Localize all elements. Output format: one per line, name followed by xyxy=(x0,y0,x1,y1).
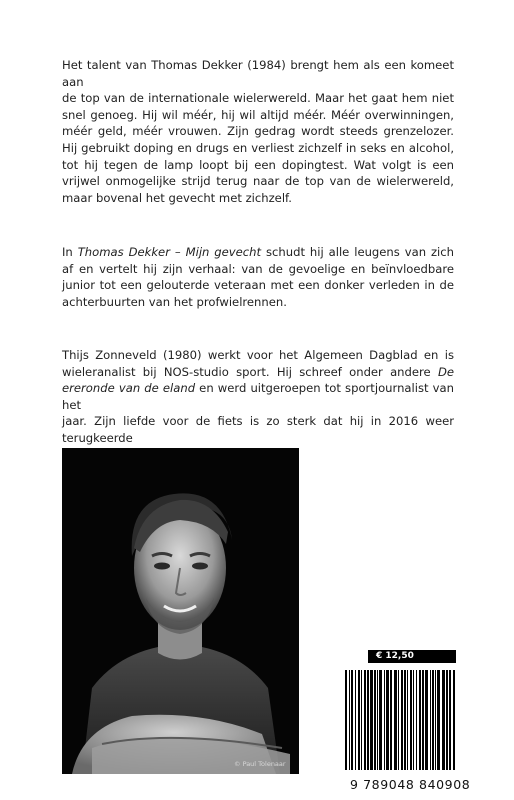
barcode-bar xyxy=(410,670,412,770)
barcode-bar xyxy=(449,670,451,770)
blurb-text: In xyxy=(62,245,78,259)
author-portrait-illustration xyxy=(62,448,299,774)
barcode-bar xyxy=(432,670,434,770)
author-bio xyxy=(62,347,454,463)
blurb-line: de top van de internationale wielerwereld. Maar het gaat hem niet xyxy=(62,91,454,106)
photo-credit: © Paul Tolenaar xyxy=(234,760,286,768)
barcode-bar xyxy=(355,670,356,770)
barcode-bar xyxy=(422,670,424,770)
blurb-line: junior tot een gelouterde veteraan met een donker verleden in de xyxy=(62,278,454,293)
blurb-paragraph-2 xyxy=(62,244,454,310)
book-title: Thomas Dekker – Mijn gevecht xyxy=(77,245,262,259)
blurb-line: vrijwel onmogelijke strijd terug naar de top van de wielerwereld, xyxy=(62,174,454,189)
book-title: De xyxy=(437,364,454,379)
author-photo xyxy=(62,448,299,774)
blurb-paragraph-1 xyxy=(62,57,454,206)
barcode-bar xyxy=(404,670,406,770)
barcode-bar xyxy=(442,670,445,770)
bio-line xyxy=(62,380,454,413)
blurb-line: snel genoeg. Hij wil méér, hij wil altijd méér. Méér overwinningen, xyxy=(62,107,454,122)
blurb-line: tot hij tegen de lamp loopt bij een dopingtest. Wat volgt is een xyxy=(62,157,454,172)
bio-line: Thijs Zonneveld (1980) werkt voor het Algemeen Dagblad en is xyxy=(62,348,454,362)
barcode-bar xyxy=(384,670,385,770)
bio-line: jaar. Zijn liefde voor de fiets is zo sterk dat hij in 2016 weer terugkeerde xyxy=(62,414,454,445)
barcode-bar xyxy=(351,670,353,770)
barcode-bar xyxy=(413,670,414,770)
barcode-bar xyxy=(367,670,369,770)
barcode-bar xyxy=(437,670,440,770)
barcode xyxy=(343,670,458,770)
barcode-bar xyxy=(386,670,389,770)
barcode-bar xyxy=(358,670,360,770)
blurb-line: achterbuurten van het profwielrennen. xyxy=(62,294,287,309)
blurb-line: Hij gebruikt doping en drugs en verliest zichzelf in seks en alcohol, xyxy=(62,140,454,155)
barcode-bar xyxy=(435,670,436,770)
blurb-line: Het talent van Thomas Dekker (1984) brengt hem als een komeet aan xyxy=(62,58,454,89)
barcode-bar xyxy=(374,670,376,770)
blurb-text: schudt hij alle leugens van zich xyxy=(261,245,454,259)
bio-text: en werd uitgeroepen tot sportjournalist van het xyxy=(62,381,454,412)
barcode-bars xyxy=(343,670,458,770)
barcode-bar xyxy=(446,670,448,770)
barcode-bar xyxy=(398,670,399,770)
blurb-line xyxy=(62,244,454,261)
barcode-bar xyxy=(394,670,397,770)
blurb-line: maar bovenal het gevecht met zichzelf. xyxy=(62,190,292,205)
barcode-bar xyxy=(407,670,408,770)
barcode-bar xyxy=(430,670,431,770)
barcode-bar xyxy=(349,670,350,770)
barcode-bar xyxy=(361,670,362,770)
barcode-bar xyxy=(390,670,392,770)
barcode-bar xyxy=(364,670,366,770)
barcode-bar xyxy=(453,670,455,770)
blurb-line: af en vertelt hij zijn verhaal: van de gevoelige en beïnvloedbare xyxy=(62,261,454,276)
isbn-number: 9 789048 840908 xyxy=(350,777,471,792)
book-title: ereronde van de eland xyxy=(62,381,196,396)
barcode-bar xyxy=(379,670,382,770)
barcode-bar xyxy=(425,670,428,770)
blurb-line: méér geld, méér vrouwen. Zijn gedrag wordt steeds grenzelozer. xyxy=(62,124,454,139)
barcode-bar xyxy=(370,670,373,770)
barcode-bar xyxy=(377,670,378,770)
barcode-bar xyxy=(416,670,417,770)
bio-line xyxy=(62,364,454,381)
barcode-bar xyxy=(419,670,421,770)
barcode-bar xyxy=(401,670,403,770)
price-label xyxy=(368,650,456,663)
price-text: € 12,50 xyxy=(376,651,414,661)
barcode-bar xyxy=(345,670,347,770)
bio-text: wieleranalist bij NOS-studio sport. Hij schreef onder andere xyxy=(62,364,438,379)
